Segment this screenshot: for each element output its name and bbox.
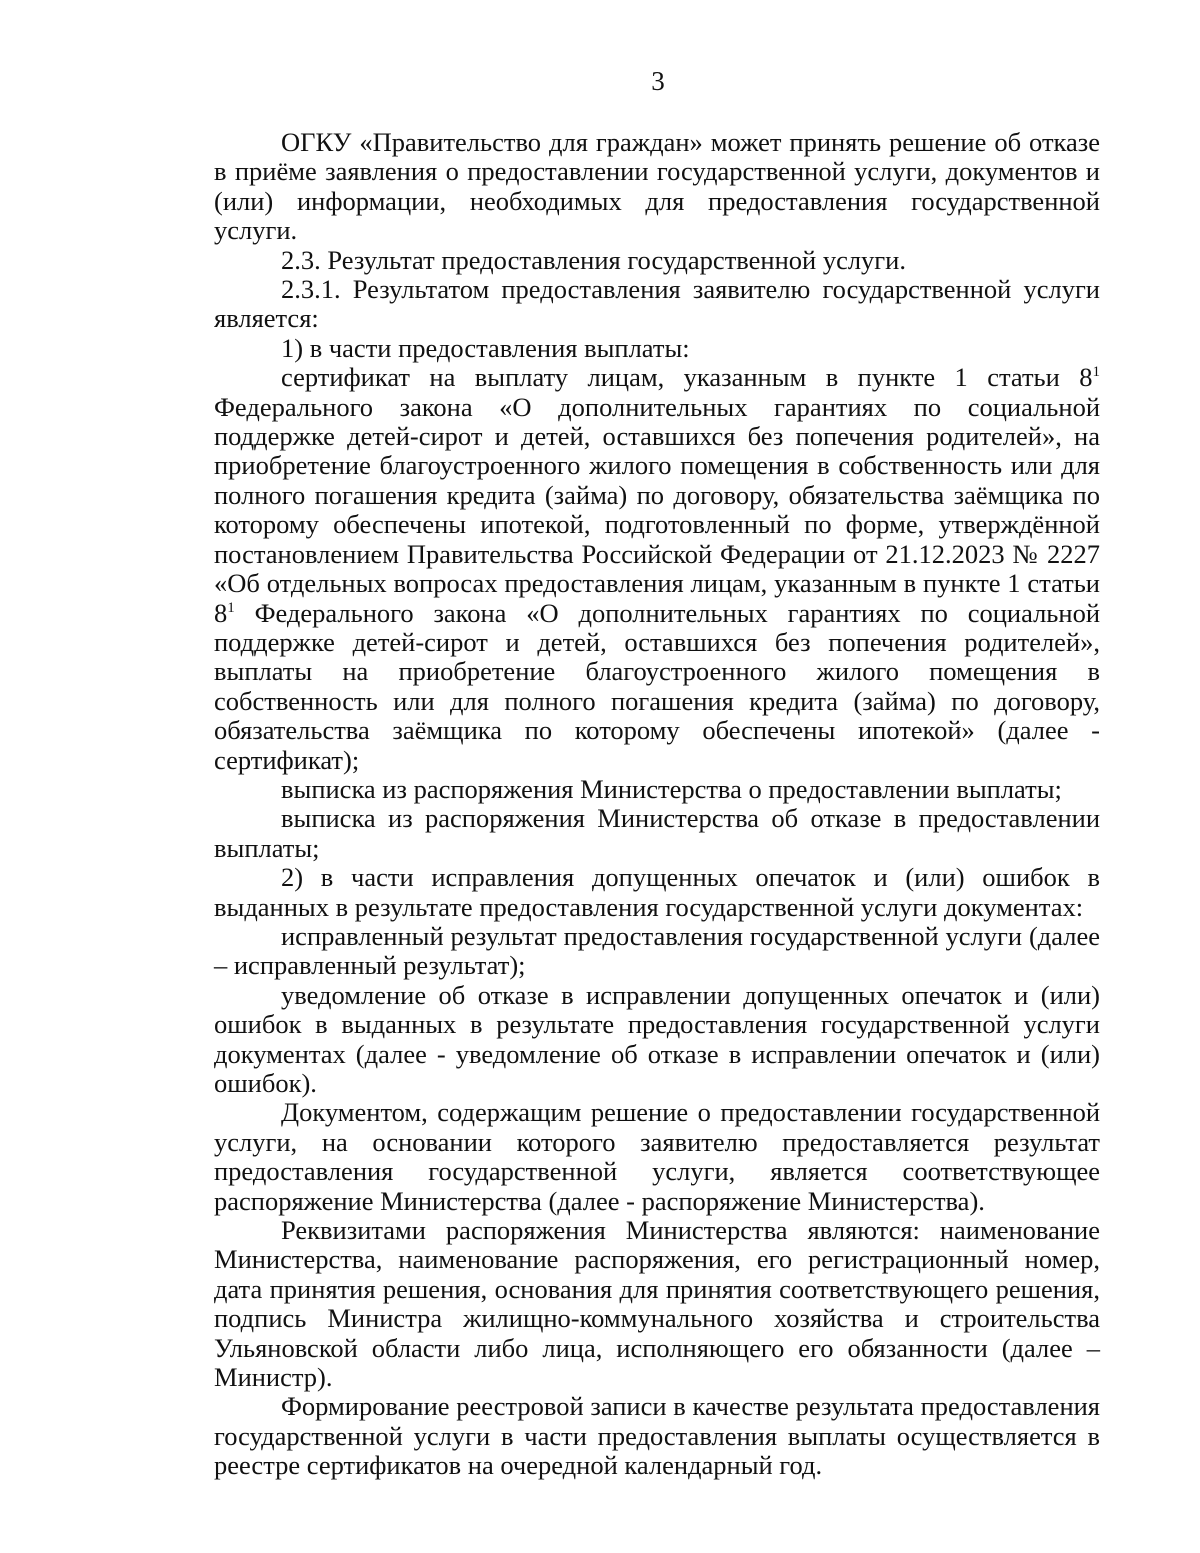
paragraph-2-3-heading: 2.3. Результат предоставления государственной услуги. <box>281 244 906 275</box>
page-number: 3 <box>651 66 665 96</box>
paragraph-item-2: 2) в части исправления допущенных опечаток и (или) ошибок в выданных в результате предоставления государственной услуги документах: <box>214 862 1100 922</box>
certificate-text-part-3: Федерального закона «О дополнительных гарантиях по социальной поддержке детей-сирот и детей, оставшихся без попечения родителей», выплаты на приобретение благоустроенного жилого помещения в собственность или для полного погашения кредита (займа) по договору, обязательства заёмщика по которому обеспечены ипотекой» (далее - сертификат); <box>214 597 1100 775</box>
paragraph-registry-record: Формирование реестровой записи в качестве результата предоставления государственной услуги в части предоставления выплаты осуществляется в реестре сертификатов на очередной календарный год. <box>214 1391 1100 1481</box>
paragraph-refusal: ОГКУ «Правительство для граждан» может принять решение об отказе в приёме заявления о предоставлении государственной услуги, документов и (или) информации, необходимых для предоставления государственной услуги. <box>214 127 1100 246</box>
superscript-article-index: 1 <box>227 599 235 616</box>
certificate-text-part-2: Федерального закона «О дополнительных гарантиях по социальной поддержке детей-сирот и детей, оставшихся без попечения родителей», на приобретение благоустроенного жилого помещения в собственность или для полного погашения кредита (займа) по договору, обязательства заёмщика по которому обеспечены ипотекой, подготовленный по форме, утверждённой постановлением Правительства Российской Федерации от 21.12.2023 № 2227 «Об отдельных вопросах предоставления лицам, указанным в пункте 1 статьи 8 <box>214 391 1100 628</box>
document-body <box>214 128 1100 1481</box>
paragraph-extract-grant: выписка из распоряжения Министерства о предоставлении выплаты; <box>281 773 1062 804</box>
certificate-text-part-1: сертификат на выплату лицам, указанным в пункте 1 статьи 8 <box>281 362 1093 393</box>
paragraph-corrected-result: исправленный результат предоставления государственной услуги (далее – исправленный результат); <box>214 920 1100 981</box>
paragraph-certificate <box>214 363 1100 775</box>
paragraph-item-1: 1) в части предоставления выплаты: <box>281 332 690 363</box>
paragraph-refusal-notice: уведомление об отказе в исправлении допущенных опечаток и (или) ошибок в выданных в результате предоставления государственной услуги документах (далее - уведомление об отказе в исправлении опечаток и (или) ошибок). <box>214 979 1100 1098</box>
paragraph-decision-document: Документом, содержащим решение о предоставлении государственной услуги, на основании которого заявителю предоставляется результат предоставления государственной услуги, является соответствующее распоряжение Министерства (далее - распоряжение Министерства). <box>214 1097 1100 1216</box>
superscript-article-index: 1 <box>1092 364 1100 381</box>
paragraph-2-3-1: 2.3.1. Результатом предоставления заявителю государственной услуги является: <box>214 274 1100 334</box>
paragraph-order-details: Реквизитами распоряжения Министерства являются: наименование Министерства, наименование распоряжения, его регистрационный номер, дата принятия решения, основания для принятия соответствующего решения, подпись Министра жилищно-коммунального хозяйства и строительства Ульяновской области либо лица, исполняющего его обязанности (далее – Министр). <box>214 1215 1100 1393</box>
paragraph-extract-refusal: выписка из распоряжения Министерства об отказе в предоставлении выплаты; <box>214 803 1100 863</box>
